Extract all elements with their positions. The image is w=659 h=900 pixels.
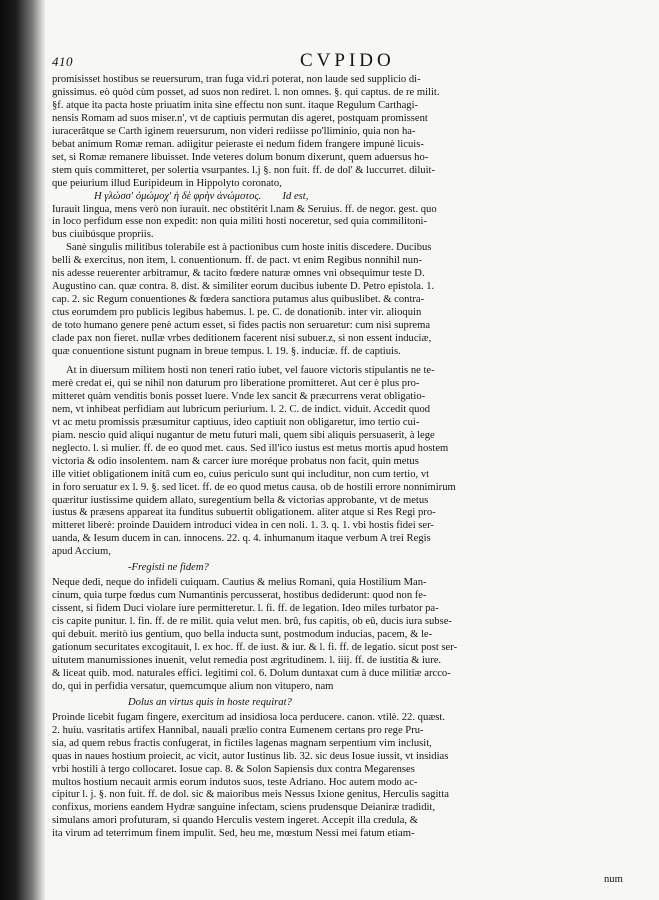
text-line: quas in naues hostium proiecit, ac vicit, autor Iustinus lib. 32. sic deus Iosue iussit, vt insidias bbox=[52, 750, 449, 762]
text-line: promisisset hostibus se reuersurum, tran fuga vid.ri poterat, non laude sed supplicio di- bbox=[52, 74, 421, 85]
text-line: merè credat ei, qui se nihil non daturum pro liberatione promitteret. Aut cer è plus pro- bbox=[52, 377, 420, 389]
text-line: ita virum ad teterrimum finem impulit. Sed, heu me, mœstum Nessi mei fatum etiam- bbox=[52, 828, 415, 840]
catchword: num bbox=[604, 874, 623, 885]
text-line: nensis Romam ad suos miser.n', vt de captiuis permutan dis ageret, postquam promissent bbox=[52, 112, 428, 124]
paragraph-3 bbox=[52, 365, 612, 559]
text-line: piam. nescio quid aliqui nugantur de metu futuri mali, quem sibi aliquis persuaserit, à lege bbox=[52, 429, 435, 441]
text-line: ille vitiet obligationem initâ cum eo, cuius periculo sunt qui includitur, non cum tertio, vt bbox=[52, 468, 430, 480]
text-line: & liceat quib. mod. naturales effici. legitimi col. 6. Dolum duntaxat cum à duce militiæ arcco- bbox=[52, 667, 451, 679]
text-line: ctus eorumdem pro publicis legibus habemus. l. pe. C. de donationib. inter vir. alioquin bbox=[52, 307, 422, 319]
text-line: quæritur iustissime quidem allato, suregentium bella & victorias approbante, vt de metus bbox=[52, 494, 429, 506]
text-line: multos hostium necauit armis eorum indutos suos, teste Adriano. Hoc autem modo ac- bbox=[52, 776, 418, 788]
text-line: victoria & odio insolentem. nam & carcer iure moréque probatus non facit, quin metus bbox=[52, 455, 419, 467]
text-line: apud Accium, bbox=[52, 546, 111, 558]
subheading-fregisti: -Fregisti ne fidem? bbox=[128, 562, 209, 574]
text-line: bus ciuibúsque propriis. bbox=[52, 229, 154, 241]
text-line: mitteret liberè: proinde Dauidem introduci videa in cen noli. 1. 3. q. 1. vbi hostis fidei ser- bbox=[52, 520, 434, 532]
text-line: neglecto. l. si mulier. ff. de eo quod met. caus. Sed ill'ico iustus est metus mortis apud hostem bbox=[52, 442, 449, 454]
main-text bbox=[52, 74, 612, 841]
paragraph-4 bbox=[52, 577, 612, 694]
greek-gloss: Id est, bbox=[282, 190, 309, 202]
text-line: cis capite punitur. l. fin. ff. de re milit. quia velut men. brû, fus capitis, ob eû, ducis iura subse- bbox=[52, 616, 452, 628]
text-line: belli & exercitus, non item, l. conuentionum. ff. de pact. vt enim Regibus nonnihil nun- bbox=[52, 255, 422, 267]
text-line: sia, ad quem rebus fractis confugerat, in fictiles lagenas magnam serpentium vim inclusit, bbox=[52, 737, 432, 749]
text-line: uanda, & Iesum ducem in can. innocens. 22. q. 4. inhumanum itaque verbum A trei Regis bbox=[52, 533, 431, 545]
text-line: vrbi hostili à tergo collocaret. Iosue cap. 8. & Solon Sapiensis dux contra Megarenses bbox=[52, 763, 415, 775]
text-line: vt ac metu promissis præsumitur captiuus, ideo captiuit non obligaretur, imo tertio cui- bbox=[52, 416, 420, 428]
text-line: Proinde licebit fugam fingere, exercitum ad insidiosa loca perducere. canon. vtilè. 22. quæst. bbox=[52, 711, 446, 723]
subheading-dolus: Dolus an virtus quis in hoste requirat? bbox=[128, 696, 292, 708]
text-line: gnissimus. eò quòd cùm posset, ad suos non rediret. l. non omnes. §. qui captus. de re milit. bbox=[52, 86, 440, 98]
text-line: iuracerâtque se Carth iginem reuersurum, non videri rediisse po'lliminio, quia non ha- bbox=[52, 125, 416, 137]
binding-shadow bbox=[0, 0, 46, 900]
greek-verse-line bbox=[52, 191, 612, 204]
text-line: bebat animum Romæ reman. adiigitur peieraste ei nedum fidem frangere impunè licuis- bbox=[52, 138, 424, 150]
text-line: quæ conuentione sistunt pugnam in breue tempus. l. 19. §. induciæ. ff. de captiuis. bbox=[52, 346, 401, 358]
text-line: nis adesse reuerenter arbitramur, & tacito fœdere naturæ omnes vni obsequimur teste D. bbox=[52, 268, 425, 280]
text-line: mitteret quàm venditis bonis posset luere. Vnde lex sancit & præcurrens verat obligatio- bbox=[52, 390, 426, 402]
text-line: do, qui in perfidia versatur, quemcumque alium non vitupero, nam bbox=[52, 680, 334, 692]
paragraph-1 bbox=[52, 74, 612, 242]
page-header bbox=[0, 48, 659, 72]
text-line: que peiurium illud Euripideum in Hippolyto coronato, bbox=[52, 177, 282, 189]
text-line: Iurauit lingua, mens verò non iurauit. nec obstitérit l.nam & Seruius. ff. de negor. gest. quo bbox=[52, 203, 437, 215]
text-line: 2. huiu. vasritatis artifex Hannibal, nauali prælio contra Eumenem certans pro rege Pru- bbox=[52, 724, 424, 736]
text-line: confixus, moriens eandem Hydræ sanguine infectam, sciens prudensque Deianiræ tradidit, bbox=[52, 802, 436, 814]
text-line: Augustino can. quæ contra. 8. dist. & similiter eorum ducibus iubente D. Petro epistola. 1. bbox=[52, 281, 435, 293]
paragraph-5 bbox=[52, 712, 612, 842]
text-line: de toto humano genere penè actum esset, si fides pactis non seruaretur: cum nisi suprema bbox=[52, 320, 431, 332]
running-title: CVPIDO bbox=[300, 50, 395, 71]
text-line: Sanè singulis militibus tolerabile est à pactionibus cum hoste initis discedere. Ducibus bbox=[66, 242, 432, 254]
text-line: in foro seruatur ex l. 9. §. sed licet. ff. de eo quod metus causa. ob de hostili errore nonnimirum bbox=[52, 481, 456, 493]
text-line: qui debuit. meritò ius gentium, quo bella inducta sunt, postmodum inducias, pacem, & le- bbox=[52, 629, 433, 641]
text-line: clade pax non fieret. nullæ vrbes deditionem facerent nisi subuer.z, si non essent induciæ, bbox=[52, 333, 432, 345]
text-line: cap. 2. sic Regum conuentiones & fœdera sanctiora putamus alus quibuslibet. & contra- bbox=[52, 294, 425, 306]
text-line: stem quis committeret, per solertia vsurpantes. l.j §. non fuit. ff. de dol' & luccurret. diluit- bbox=[52, 164, 436, 176]
text-line: §f. atque ita pacta hoste priuatim inita sine effectu non sunt. itaque Regulum Carthagi- bbox=[52, 99, 419, 111]
text-line: set, si Romæ remanere libuisset. Inde veteres dolum bonum dixerunt, quem aduersus ho- bbox=[52, 151, 429, 163]
text-line: cipitur l. j. §. non fuit. ff. de dol. sic & maioribus meis Nessus Ixione genitus, Herculis sagitta bbox=[52, 789, 450, 801]
text-line: iustus & præsens appareat ita funditus subuertit obligationem. aliter atque si Res Regi pro- bbox=[52, 507, 436, 519]
text-line: gationum securitates excogitauit, l. ex hoc. ff. de iust. & iur. & l. fi. ff. de legatio. sicut post ser- bbox=[52, 641, 458, 653]
greek-verse: Η γλώσσ' ὀμώμοχ' ἡ δὲ φρὴν ἀνώμοτος. bbox=[94, 190, 262, 202]
text-line: cissent, si fidem Duci violare iure permitteretur. l. fi. ff. de legation. Ideo miles turbator pa- bbox=[52, 603, 439, 615]
text-line: At in diuersum militem hosti non teneri ratio iubet, vel fauore victoris stipulantis ne te- bbox=[66, 364, 435, 376]
text-line: Neque dedi, neque do infideli cuiquam. Cautius & melius Romani, quia Hostilium Man- bbox=[52, 577, 427, 589]
text-line: simulans amori profuturam, si quando Herculis vestem ingeret. Accepit illa credula, & bbox=[52, 815, 418, 827]
page-number: 410 bbox=[52, 54, 73, 69]
text-line: nem, vt inhibeat perfidiam aut lubricum periurium. l. 2. C. de indict. viduit. Accedit quod bbox=[52, 403, 431, 415]
paragraph-2 bbox=[52, 242, 612, 359]
text-line: in loco perfidum esse non expedit: non quia militi hosti noceretur, sed quia commilitoni- bbox=[52, 216, 427, 228]
text-line: cinum, quia turpe fœdus cum Numantinis percusserat, hostibus dediderunt: quod non fe- bbox=[52, 590, 427, 602]
text-line: uitutem manumissiones inuenit, velut remedia post ægritudinem. l. iiij. ff. de iustitia & iure. bbox=[52, 654, 442, 666]
